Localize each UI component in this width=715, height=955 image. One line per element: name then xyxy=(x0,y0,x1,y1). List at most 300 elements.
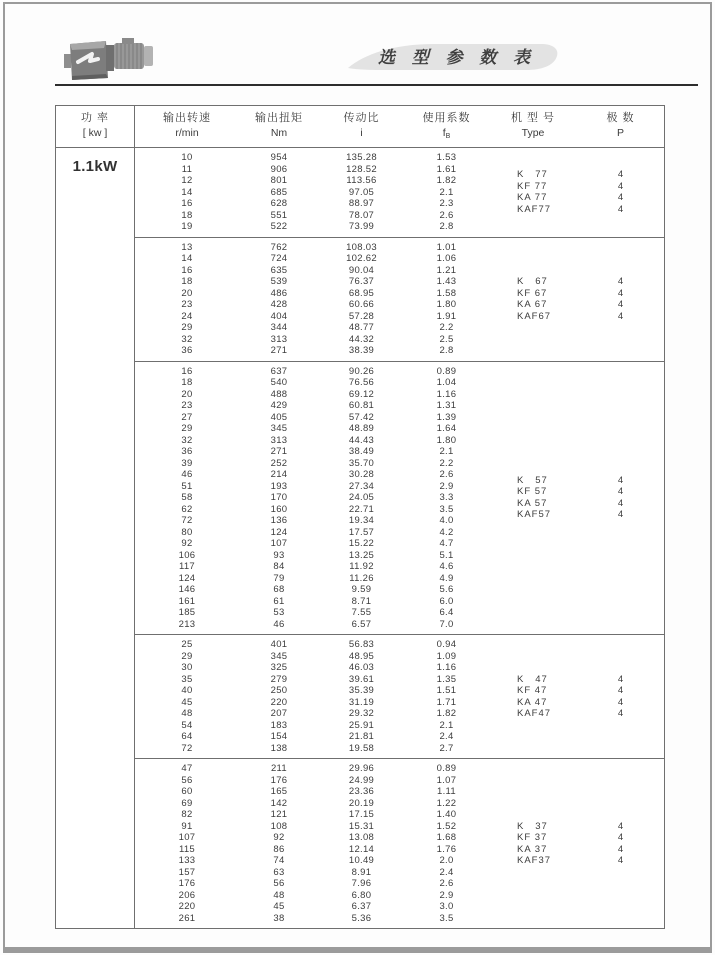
cell-value: 23 xyxy=(181,400,193,411)
cell-value: 20.19 xyxy=(348,797,375,809)
cell-value: 2.1 xyxy=(439,719,454,731)
cell-value: 9.59 xyxy=(351,584,372,595)
cell-value: 61 xyxy=(273,595,285,607)
model-type: KA 37 xyxy=(517,843,548,855)
cell-value: 1.21 xyxy=(436,264,457,276)
model-type: K 37 xyxy=(517,820,548,832)
cell-value: 157 xyxy=(178,866,196,878)
cell-value: 57.42 xyxy=(348,411,375,423)
pole-count: 4 xyxy=(617,843,624,855)
cell-value: 91 xyxy=(181,820,193,832)
cell-value: 18 xyxy=(181,209,193,221)
cell-value: 56 xyxy=(181,774,193,786)
poles-column xyxy=(589,152,664,233)
pole-count: 4 xyxy=(617,287,624,299)
model-type: KA 57 xyxy=(517,497,548,509)
cell-value: 113.56 xyxy=(346,175,377,186)
cell-value: 108.03 xyxy=(346,241,377,253)
cell-value: 1.07 xyxy=(436,774,457,786)
cell-value: 24 xyxy=(181,310,193,322)
ratio-column xyxy=(319,366,404,631)
pole-count: 4 xyxy=(617,169,624,181)
cell-value: 107 xyxy=(178,832,196,843)
cell-value: 486 xyxy=(270,287,288,299)
cell-value: 685 xyxy=(270,186,288,198)
cell-value: 29 xyxy=(181,322,193,333)
cell-value: 16 xyxy=(181,365,193,377)
model-type: K 47 xyxy=(517,673,548,685)
cell-value: 102.62 xyxy=(346,253,377,264)
cell-value: 20 xyxy=(181,388,193,400)
cell-value: 906 xyxy=(270,163,288,175)
cell-value: 47 xyxy=(181,763,193,774)
cell-value: 45 xyxy=(181,696,193,708)
cell-value: 0.89 xyxy=(436,365,457,377)
torque-column xyxy=(239,242,319,357)
cell-value: 88.97 xyxy=(348,198,375,209)
pole-count: 4 xyxy=(617,486,624,498)
cell-value: 2.8 xyxy=(439,345,454,356)
cell-value: 107 xyxy=(270,538,288,549)
cell-value: 72 xyxy=(181,742,193,754)
cell-value: 48.77 xyxy=(348,322,375,333)
cell-value: 90.04 xyxy=(348,264,375,276)
gear-motor-illustration xyxy=(62,36,158,82)
cell-value: 313 xyxy=(270,333,288,345)
cell-value: 38.39 xyxy=(348,345,375,356)
cell-value: 313 xyxy=(270,434,288,446)
poles-column xyxy=(589,639,664,754)
cell-value: 76.56 xyxy=(348,377,375,388)
torque-column xyxy=(239,366,319,631)
cell-value: 7.55 xyxy=(351,607,372,618)
factor-column xyxy=(404,242,489,357)
parameter-group-K57 xyxy=(135,361,664,635)
cell-value: 2.1 xyxy=(439,186,454,198)
factor-column xyxy=(404,639,489,754)
cell-value: 539 xyxy=(270,276,288,287)
cell-value: 1.09 xyxy=(436,650,457,662)
cell-value: 46 xyxy=(181,469,193,480)
cell-value: 19 xyxy=(181,221,193,232)
cell-value: 35.70 xyxy=(348,457,375,469)
cell-value: 74 xyxy=(273,855,285,866)
cell-value: 1.61 xyxy=(436,163,457,175)
factor-column xyxy=(404,152,489,233)
poles-column xyxy=(589,763,664,924)
cell-value: 1.52 xyxy=(436,820,457,832)
cell-value: 2.9 xyxy=(439,889,454,901)
cell-value: 25 xyxy=(181,639,193,650)
cell-value: 2.6 xyxy=(439,209,454,221)
model-type: K 57 xyxy=(517,474,548,486)
cell-value: 7.0 xyxy=(439,618,454,630)
cell-value: 46.03 xyxy=(348,662,375,673)
cell-value: 176 xyxy=(178,878,196,889)
cell-value: 4.7 xyxy=(439,538,454,549)
cell-value: 73.99 xyxy=(348,221,375,232)
cell-value: 1.16 xyxy=(436,662,457,673)
cell-value: 60 xyxy=(181,786,193,797)
model-type: KF 57 xyxy=(517,486,548,498)
cell-value: 39 xyxy=(181,457,193,469)
cell-value: 6.0 xyxy=(439,595,454,607)
torque-column xyxy=(239,152,319,233)
cell-value: 2.7 xyxy=(439,742,454,754)
poles-column xyxy=(589,366,664,631)
cell-value: 136 xyxy=(270,515,288,526)
cell-value: 7.96 xyxy=(351,878,372,889)
cell-value: 84 xyxy=(273,561,285,572)
torque-column xyxy=(239,763,319,924)
cell-value: 271 xyxy=(270,446,288,457)
type-column xyxy=(489,366,589,631)
cell-value: 2.8 xyxy=(439,221,454,232)
cell-value: 60.81 xyxy=(348,400,375,411)
cell-value: 5.1 xyxy=(439,549,454,561)
cell-value: 124 xyxy=(178,572,196,584)
cell-value: 24.99 xyxy=(348,774,375,786)
cell-value: 1.76 xyxy=(436,843,457,855)
cell-value: 1.04 xyxy=(436,377,457,388)
cell-value: 488 xyxy=(270,388,288,400)
cell-value: 106 xyxy=(178,549,196,561)
model-type: KF 37 xyxy=(517,832,548,843)
cell-value: 1.58 xyxy=(436,287,457,299)
pole-count: 4 xyxy=(617,310,624,322)
cell-value: 72 xyxy=(181,515,193,526)
cell-value: 1.01 xyxy=(436,241,457,253)
pole-count: 4 xyxy=(617,685,624,696)
cell-value: 1.11 xyxy=(437,786,456,797)
cell-value: 1.35 xyxy=(436,673,457,685)
table-groups xyxy=(135,148,664,928)
cell-value: 252 xyxy=(270,457,288,469)
header-output-speed: 输出转速 r/min xyxy=(163,112,211,139)
cell-value: 29.32 xyxy=(348,708,375,719)
cell-value: 29 xyxy=(181,650,193,662)
cell-value: 30 xyxy=(181,662,193,673)
speed-column xyxy=(135,763,239,924)
cell-value: 38 xyxy=(273,912,285,924)
cell-value: 25.91 xyxy=(348,719,375,731)
gear-motor-photo xyxy=(62,36,158,82)
cell-value: 48 xyxy=(273,889,285,901)
cell-value: 1.22 xyxy=(436,797,457,809)
cell-value: 78.07 xyxy=(348,209,375,221)
model-type: KAF37 xyxy=(517,855,552,866)
cell-value: 540 xyxy=(270,377,288,388)
cell-value: 22.71 xyxy=(348,503,375,515)
cell-value: 5.36 xyxy=(351,912,372,924)
cell-value: 142 xyxy=(270,797,288,809)
cell-value: 404 xyxy=(270,310,288,322)
cell-value: 6.37 xyxy=(351,901,372,912)
pole-count: 4 xyxy=(617,708,624,719)
model-type: KF 77 xyxy=(517,180,548,192)
torque-column xyxy=(239,639,319,754)
cell-value: 0.94 xyxy=(436,639,457,650)
cell-value: 11.92 xyxy=(349,561,374,572)
factor-column xyxy=(404,763,489,924)
cell-value: 53 xyxy=(273,607,285,618)
cell-value: 19.58 xyxy=(348,742,375,754)
cell-value: 4.6 xyxy=(439,561,454,572)
cell-value: 12.14 xyxy=(348,843,375,855)
cell-value: 35.39 xyxy=(348,685,375,696)
cell-value: 16 xyxy=(181,264,193,276)
cell-value: 64 xyxy=(181,731,193,742)
cell-value: 10.49 xyxy=(348,855,375,866)
type-column xyxy=(489,242,589,357)
cell-value: 1.51 xyxy=(436,685,457,696)
cell-value: 31.19 xyxy=(348,696,375,708)
header-service-factor: 使用系数 $f_B$ xyxy=(422,112,471,140)
cell-value: 183 xyxy=(270,719,288,731)
ratio-column xyxy=(319,763,404,924)
cell-value: 3.5 xyxy=(439,912,454,924)
cell-value: 250 xyxy=(270,685,288,696)
model-type: K 77 xyxy=(517,169,548,181)
cell-value: 170 xyxy=(270,492,288,503)
cell-value: 60.66 xyxy=(348,299,375,310)
cell-value: 23.36 xyxy=(348,786,375,797)
cell-value: 15.22 xyxy=(348,538,375,549)
cell-value: 1.06 xyxy=(436,253,457,264)
cell-value: 54 xyxy=(181,719,193,731)
cell-value: 18 xyxy=(181,377,193,388)
cell-value: 1.71 xyxy=(436,696,457,708)
cell-value: 3.3 xyxy=(439,492,454,503)
cell-value: 2.6 xyxy=(439,469,454,480)
cell-value: 6.57 xyxy=(351,618,372,630)
factor-column xyxy=(404,366,489,631)
cell-value: 1.31 xyxy=(436,400,457,411)
cell-value: 401 xyxy=(270,639,288,650)
cell-value: 97.05 xyxy=(348,186,375,198)
model-type: K 67 xyxy=(517,276,548,287)
cell-value: 345 xyxy=(270,423,288,434)
model-type: KA 67 xyxy=(517,299,548,310)
cell-value: 19.34 xyxy=(348,515,375,526)
cell-value: 92 xyxy=(181,538,193,549)
cell-value: 165 xyxy=(270,786,288,797)
type-column xyxy=(489,763,589,924)
cell-value: 10 xyxy=(181,152,193,163)
cell-value: 1.91 xyxy=(436,310,457,322)
cell-value: 48.95 xyxy=(348,650,375,662)
ratio-column xyxy=(319,242,404,357)
cell-value: 20 xyxy=(181,287,193,299)
cell-value: 206 xyxy=(178,889,196,901)
cell-value: 1.80 xyxy=(436,434,457,446)
model-type: KF 47 xyxy=(517,685,548,696)
cell-value: 82 xyxy=(181,809,193,820)
cell-value: 801 xyxy=(270,175,288,186)
cell-value: 213 xyxy=(178,618,196,630)
table-header-row xyxy=(56,106,664,148)
cell-value: 4.9 xyxy=(439,572,454,584)
cell-value: 1.39 xyxy=(436,411,457,423)
cell-value: 108 xyxy=(270,820,288,832)
cell-value: 17.15 xyxy=(348,809,375,820)
cell-value: 160 xyxy=(270,503,288,515)
cell-value: 11 xyxy=(181,163,193,175)
cell-value: 1.16 xyxy=(436,388,457,400)
section-title-banner xyxy=(348,41,560,73)
cell-value: 2.4 xyxy=(439,731,454,742)
cell-value: 635 xyxy=(270,264,288,276)
cell-value: 68.95 xyxy=(348,287,375,299)
cell-value: 405 xyxy=(270,411,288,423)
cell-value: 185 xyxy=(178,607,196,618)
cell-value: 29 xyxy=(181,423,193,434)
pole-count: 4 xyxy=(617,203,624,215)
cell-value: 57.28 xyxy=(348,310,375,322)
header-ratio: 传动比 i xyxy=(343,112,380,139)
cell-value: 161 xyxy=(178,595,196,607)
cell-value: 271 xyxy=(270,345,288,356)
cell-value: 80 xyxy=(181,526,193,538)
cell-value: 279 xyxy=(270,673,288,685)
poles-column xyxy=(589,242,664,357)
cell-value: 0.89 xyxy=(436,763,457,774)
cell-value: 628 xyxy=(270,198,288,209)
pole-count: 4 xyxy=(617,299,624,310)
cell-value: 176 xyxy=(270,774,288,786)
pole-count: 4 xyxy=(617,832,624,843)
cell-value: 2.5 xyxy=(439,333,454,345)
cell-value: 86 xyxy=(273,843,285,855)
cell-value: 21.81 xyxy=(348,731,375,742)
cell-value: 207 xyxy=(270,708,288,719)
cell-value: 220 xyxy=(270,696,288,708)
cell-value: 1.82 xyxy=(436,708,457,719)
cell-value: 344 xyxy=(270,322,288,333)
cell-value: 6.80 xyxy=(351,889,372,901)
cell-value: 1.82 xyxy=(436,175,457,186)
cell-value: 1.40 xyxy=(436,809,457,820)
cell-value: 2.4 xyxy=(439,866,454,878)
cell-value: 23 xyxy=(181,299,193,310)
pole-count: 4 xyxy=(617,180,624,192)
cell-value: 39.61 xyxy=(348,673,375,685)
pole-count: 4 xyxy=(617,509,624,521)
parameter-group-K77 xyxy=(135,148,664,237)
cell-value: 45 xyxy=(273,901,285,912)
cell-value: 2.1 xyxy=(439,446,454,457)
cell-value: 2.0 xyxy=(439,855,454,866)
header-model-type: 机 型 号 Type xyxy=(510,112,556,139)
cell-value: 14 xyxy=(181,253,193,264)
speed-column xyxy=(135,242,239,357)
cell-value: 44.43 xyxy=(348,434,375,446)
cell-value: 40 xyxy=(181,685,193,696)
cell-value: 93 xyxy=(273,549,285,561)
cell-value: 48.89 xyxy=(348,423,375,434)
cell-value: 6.4 xyxy=(439,607,454,618)
type-column xyxy=(489,152,589,233)
cell-value: 211 xyxy=(270,763,288,774)
pole-count: 4 xyxy=(617,192,624,204)
model-type: KAF57 xyxy=(517,509,552,521)
cell-value: 325 xyxy=(270,662,288,673)
cell-value: 133 xyxy=(178,855,196,866)
cell-value: 30.28 xyxy=(348,469,375,480)
cell-value: 13.25 xyxy=(348,549,375,561)
cell-value: 35 xyxy=(181,673,193,685)
cell-value: 38.49 xyxy=(348,446,375,457)
section-title: 选 型 参 数 表 xyxy=(378,47,536,67)
cell-value: 551 xyxy=(270,209,288,221)
cell-value: 48 xyxy=(181,708,193,719)
model-type: KAF47 xyxy=(517,708,552,719)
cell-value: 954 xyxy=(270,152,288,163)
cell-value: 56.83 xyxy=(348,639,375,650)
cell-value: 63 xyxy=(273,866,285,878)
cell-value: 79 xyxy=(273,572,285,584)
parameter-group-K67 xyxy=(135,237,664,361)
cell-value: 8.91 xyxy=(351,866,372,878)
ratio-column xyxy=(319,639,404,754)
cell-value: 36 xyxy=(181,446,193,457)
cell-value: 29.96 xyxy=(348,763,375,774)
cell-value: 46 xyxy=(273,618,285,630)
cell-value: 1.64 xyxy=(436,423,457,434)
cell-value: 51 xyxy=(181,480,193,492)
cell-value: 36 xyxy=(181,345,193,356)
cell-value: 15.31 xyxy=(348,820,375,832)
cell-value: 522 xyxy=(270,221,288,232)
model-type: KA 77 xyxy=(517,192,548,204)
pole-count: 4 xyxy=(617,474,624,486)
model-type: KAF67 xyxy=(517,310,552,322)
cell-value: 13 xyxy=(181,241,193,253)
pole-count: 4 xyxy=(617,820,624,832)
cell-value: 3.0 xyxy=(439,901,454,912)
cell-value: 1.80 xyxy=(436,299,457,310)
cell-value: 17.57 xyxy=(348,526,375,538)
header-power: 功 率 [ kw ] xyxy=(56,106,135,147)
cell-value: 27.34 xyxy=(348,480,375,492)
cell-value: 14 xyxy=(181,186,193,198)
cell-value: 4.2 xyxy=(439,526,454,538)
cell-value: 2.6 xyxy=(439,878,454,889)
cell-value: 56 xyxy=(273,878,285,889)
cell-value: 429 xyxy=(270,400,288,411)
cell-value: 193 xyxy=(270,480,288,492)
pole-count: 4 xyxy=(617,276,624,287)
cell-value: 90.26 xyxy=(348,365,375,377)
parameter-group-K37 xyxy=(135,758,664,928)
cell-value: 428 xyxy=(270,299,288,310)
selection-parameter-table xyxy=(55,105,665,929)
cell-value: 27 xyxy=(181,411,193,423)
cell-value: 3.5 xyxy=(439,503,454,515)
cell-value: 146 xyxy=(178,584,196,595)
cell-value: 2.2 xyxy=(439,457,454,469)
cell-value: 12 xyxy=(181,175,193,186)
header-poles: 极 数 P xyxy=(606,112,635,139)
cell-value: 154 xyxy=(270,731,288,742)
cell-value: 13.08 xyxy=(348,832,375,843)
cell-value: 345 xyxy=(270,650,288,662)
cell-value: 44.32 xyxy=(348,333,375,345)
cell-value: 8.71 xyxy=(351,595,372,607)
pole-count: 4 xyxy=(617,696,624,708)
speed-column xyxy=(135,639,239,754)
cell-value: 4.0 xyxy=(439,515,454,526)
